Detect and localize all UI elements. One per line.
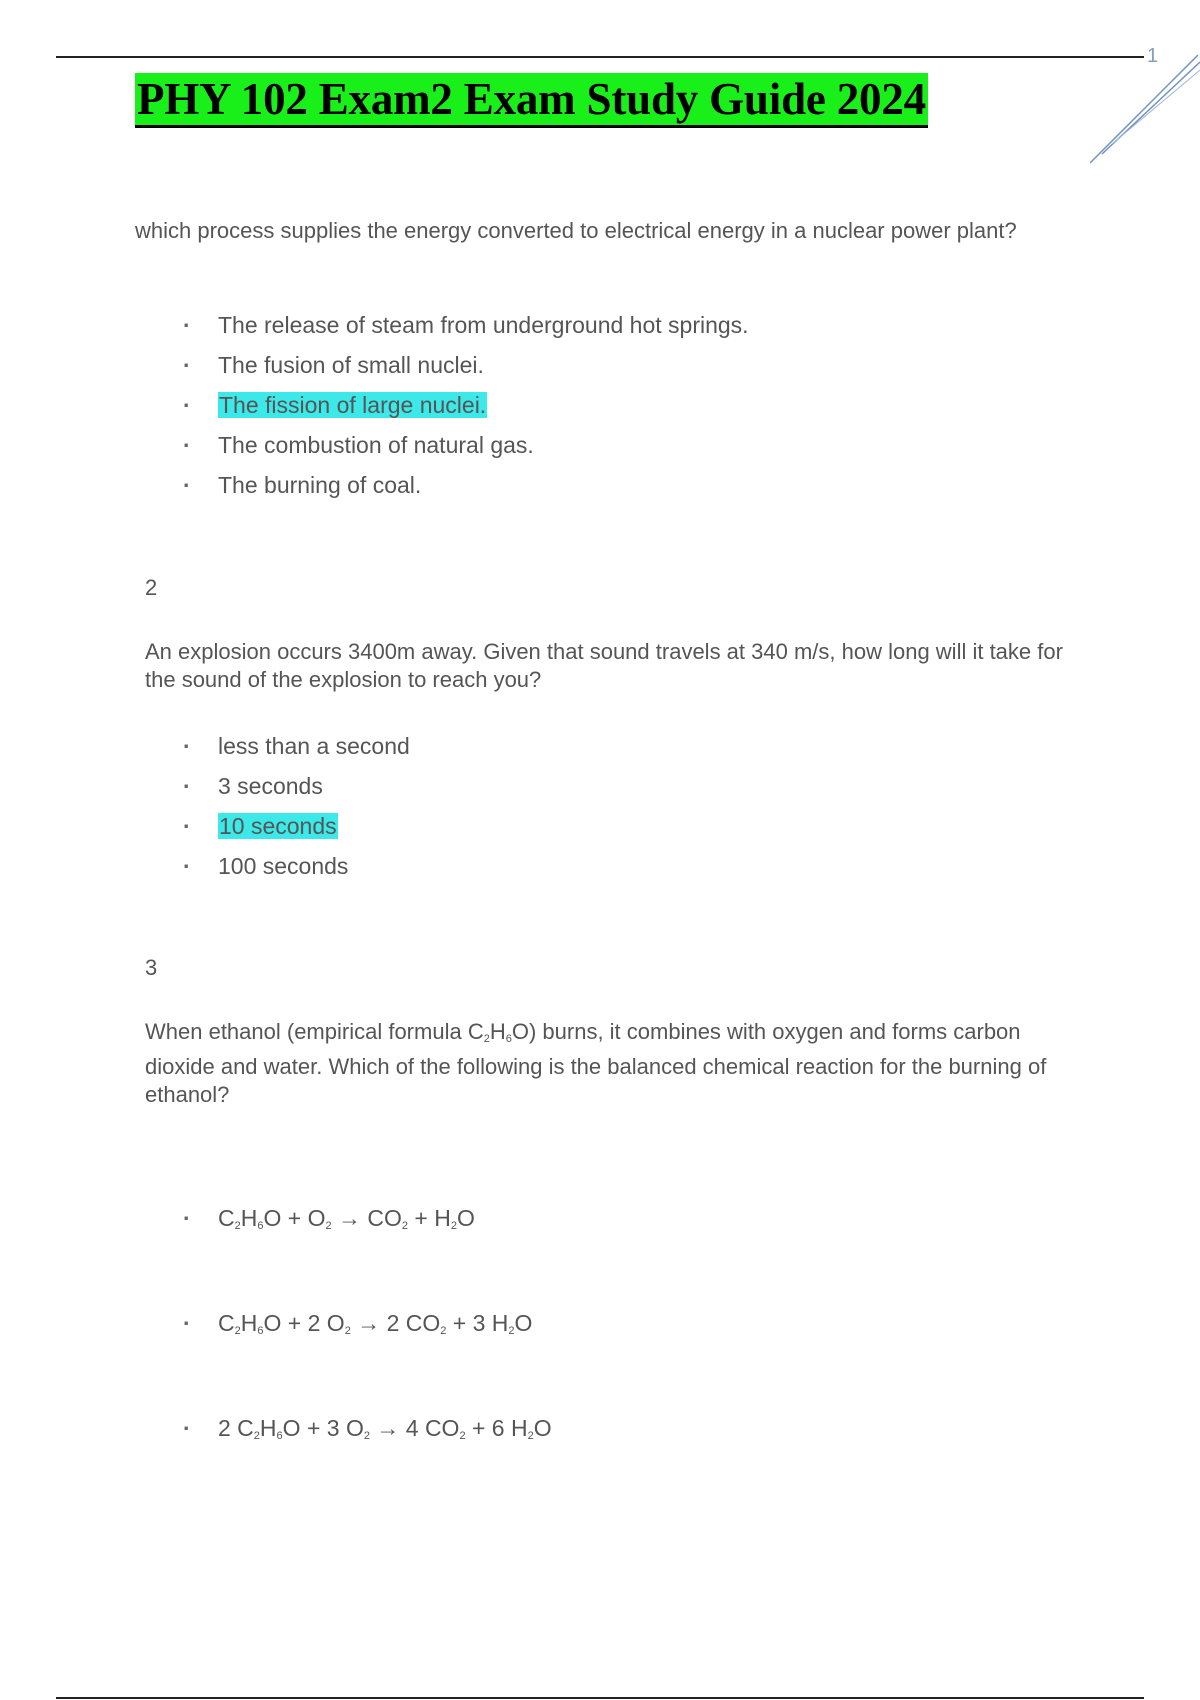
question-3-text-after: ) burns, it combines with oxygen and forms carbon dioxide and water. Which of the following is the balanced chemical reaction for the burning of ethanol? [145, 1019, 1047, 1107]
highlighted-answer: The fission of large nuclei. [219, 392, 487, 418]
option-text: The release of steam from underground hot springs. [218, 312, 749, 338]
reaction-option: · $C_2H_6O + 2$ $O_2 \to 2$ $CO_2 + 3$ $H_2O$ [180, 1310, 532, 1345]
reaction-option: · $C_2H_6O + O_2 \to CO_2 + H_2O$ [180, 1205, 475, 1240]
header-rule [56, 56, 1144, 58]
question-3-text-before: When ethanol (empirical formula [145, 1019, 468, 1044]
question-3-options-b [180, 1310, 532, 1345]
option-item [180, 813, 410, 840]
reaction-option: · 2 $C_2H_6O + 3$ $O_2 \to 4$ $CO_2 + 6$ $H_2O$ [180, 1415, 552, 1450]
option-text: The combustion of natural gas. [218, 432, 534, 458]
option-item [180, 472, 749, 499]
option-text: less than a second [218, 733, 410, 759]
option-text: 100 seconds [218, 853, 349, 879]
question-3-options [180, 1205, 475, 1240]
ethanol-formula: $C_2H_6O$ [467, 1019, 529, 1045]
page-number: 1 [1147, 45, 1159, 67]
question-2-text: An explosion occurs 3400m away. Given that sound travels at 340 m/s, how long will it take for the sound of the explosion to reach you? [145, 639, 1063, 692]
option-text: 3 seconds [218, 773, 323, 799]
option-item [180, 773, 410, 800]
option-text: The fusion of small nuclei. [218, 352, 484, 378]
corner-decoration-icon [1090, 50, 1200, 170]
question-2-number: 2 [145, 575, 158, 600]
option-text: The burning of coal. [218, 472, 422, 498]
option-item [180, 853, 410, 880]
question-3-number: 3 [145, 955, 158, 980]
option-item [180, 312, 749, 339]
question-2-options [180, 733, 410, 880]
option-item [180, 392, 749, 419]
highlighted-answer: 10 seconds [219, 813, 337, 839]
question-1-text: which process supplies the energy converted to electrical energy in a nuclear power plant? [135, 218, 1017, 243]
question-3-text [145, 1018, 1075, 1109]
option-item [180, 432, 749, 459]
option-item [180, 733, 410, 760]
question-1-options [180, 312, 749, 499]
footer-rule [56, 1697, 1144, 1699]
option-item [180, 352, 749, 379]
page-title: PHY 102 Exam2 Exam Study Guide 2024 [135, 73, 928, 128]
question-3-options-c [180, 1415, 552, 1450]
